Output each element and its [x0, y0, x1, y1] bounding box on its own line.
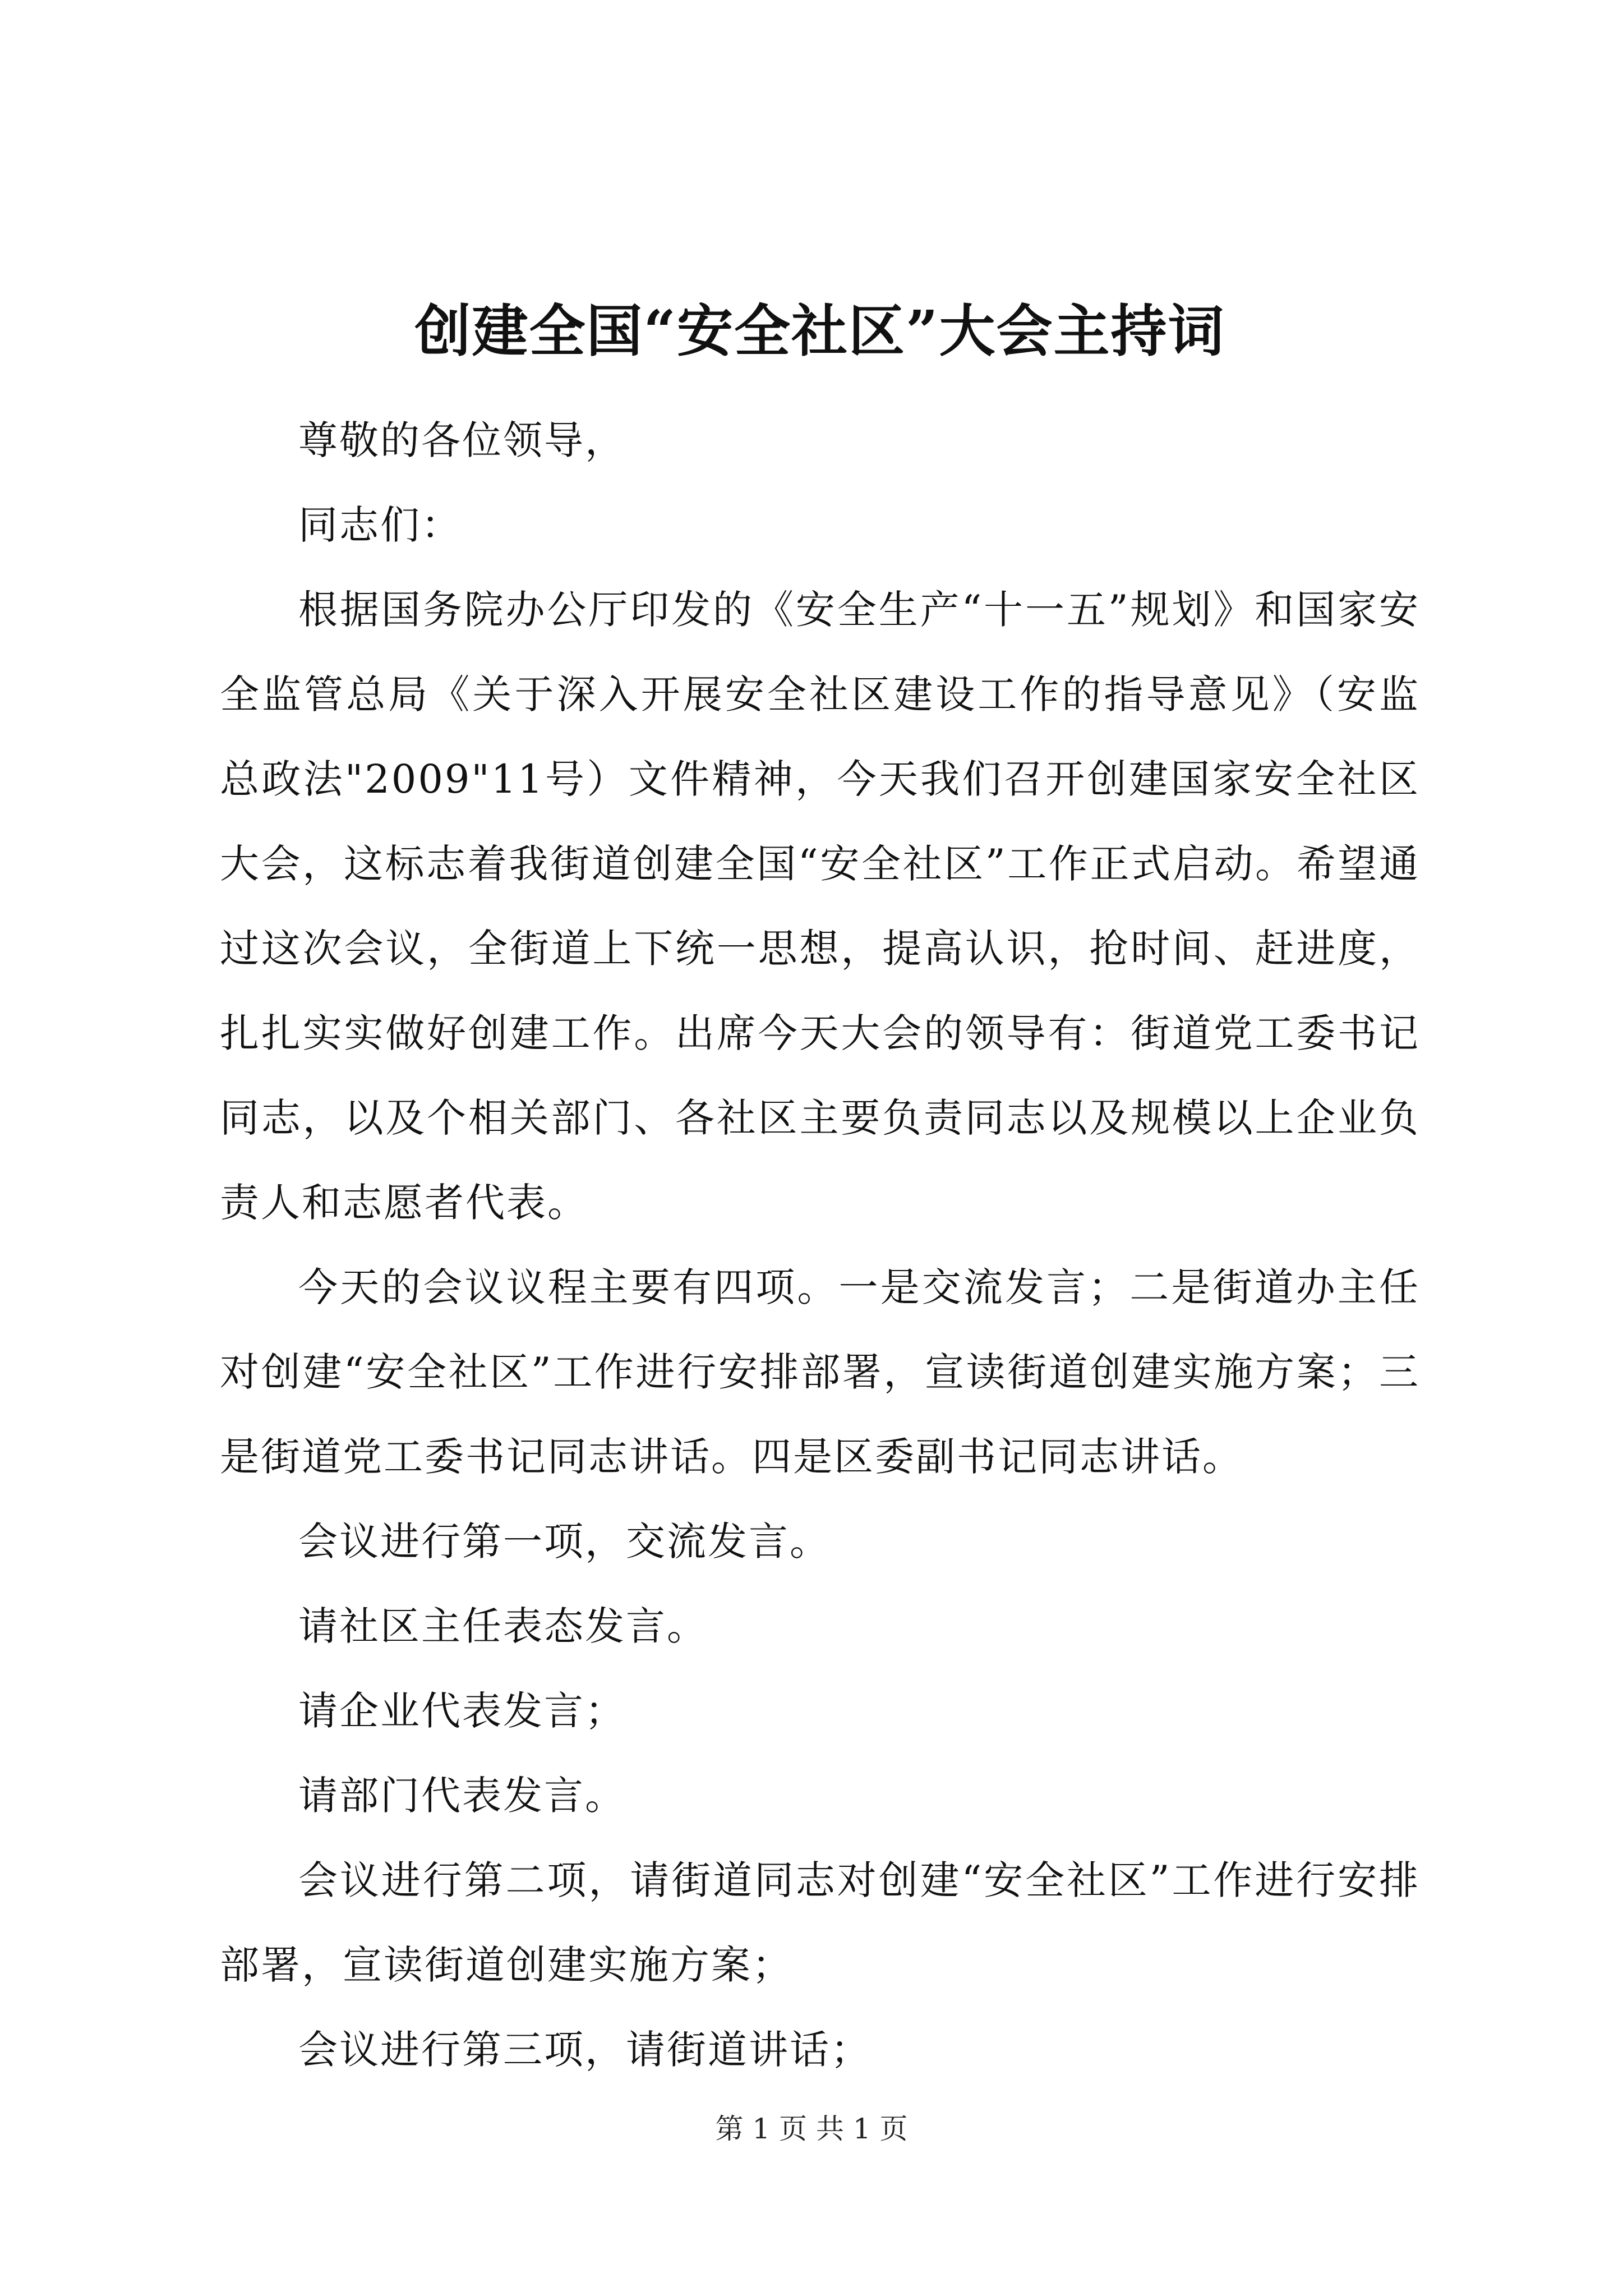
body-paragraph: 会议进行第一项，交流发言。: [298, 1519, 831, 1565]
body-paragraph: 请社区主任表态发言。: [298, 1603, 708, 1649]
body-paragraph: 今天的会议议程主要有四项。一是交流发言；二是街道办主任对创建“安全社区”工作进行安排部署，宣读街道创建实施方案；三是街道党工委书记同志讲话。四是区委副书记同志讲话。: [220, 1264, 1420, 1480]
body-paragraph: 会议进行第二项，请街道同志对创建“安全社区”工作进行安排部署，宣读街道创建实施方案；: [220, 1857, 1420, 1988]
body-paragraph: 根据国务院办公厅印发的《安全生产“十一五”规划》和国家安全监管总局《关于深入开展安全社区建设工作的指导意见》（安监总政法"2009"11号）文件精神，今天我们召开创建国家安全社区大会，这标志着我街道创建全国“安全社区”工作正式启动。希望通过这次会议，全街道上下统一思想，提高认识，抢时间、赶进度，扎扎实实做好创建工作。出席今天大会的领导有：街道党工委书记同志，以及个相关部门、各社区主要负责同志以及规模以上企业负责人和志愿者代表。: [220, 587, 1420, 1226]
page-number-footer: 第 1 页 共 1 页: [715, 2113, 908, 2145]
document-title: 创建全国“安全社区”大会主持词: [414, 298, 1225, 364]
body-paragraph: 请部门代表发言。: [298, 1773, 626, 1819]
document-body: [220, 280, 1420, 2092]
salutation-line: 尊敬的各位领导，: [298, 417, 626, 463]
salutation-line: 同志们：: [298, 502, 462, 548]
body-paragraph: 会议进行第三项，请街道讲话；: [298, 2027, 872, 2073]
body-paragraph: 请企业代表发言；: [298, 1688, 626, 1734]
